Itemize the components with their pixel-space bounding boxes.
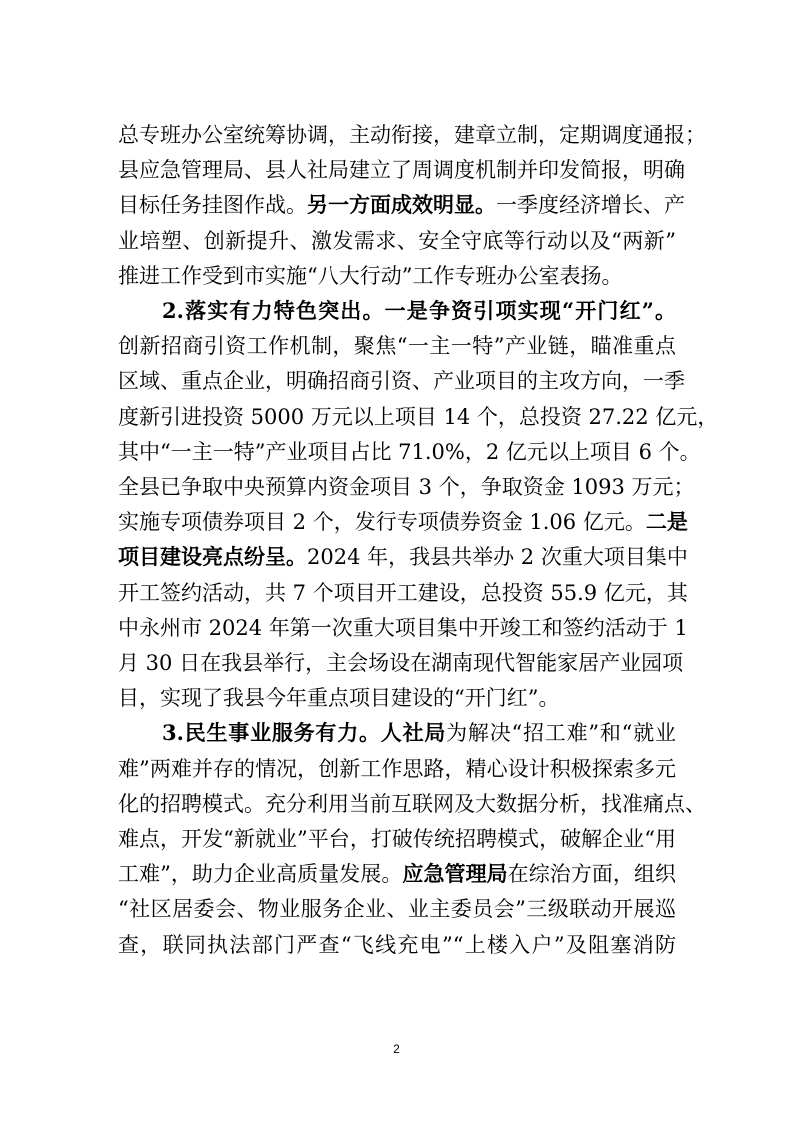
text-run: 实施专项债券项目 2 个，发行专项债券资金 1.06 亿元。 (118, 510, 646, 534)
text-line (118, 190, 685, 220)
text-line (118, 261, 676, 291)
text-run: 2024 年，我县共举办 2 次重大项目集中 (307, 545, 688, 569)
text-line (118, 507, 688, 537)
bold-text: 应急管理局 (402, 861, 508, 886)
text-run: 难”两难并存的情况，创新工作思路，精心设计积极探索多元 (118, 757, 676, 781)
text-run: 月 30 日在我县举行，主会场设在湖南现代智能家居产业园项 (118, 651, 684, 675)
text-line (118, 578, 688, 608)
text-line (118, 437, 701, 467)
text-run: 查，联同执法部门严查“飞线充电”“上楼入户”及阻塞消防 (118, 933, 676, 957)
bold-text: 另一方面成效明显。 (307, 192, 496, 217)
text-run: 目，实现了我县今年重点项目建设的“开门红”。 (118, 686, 560, 710)
text-line (118, 930, 676, 960)
text-line (118, 859, 676, 889)
text-line (118, 472, 695, 502)
text-line (118, 894, 676, 924)
text-run: 中永州市 2024 年第一次重大项目集中开竣工和签约活动于 1 (118, 616, 688, 640)
text-line (118, 331, 676, 361)
bold-text: 二是 (645, 509, 688, 534)
text-run: 难点，开发“新就业”平台，打破传统招聘模式，破解企业“用 (118, 827, 676, 851)
text-line (118, 402, 719, 432)
bold-text: 2.落实有力特色突出。一是争资引项实现“开门红”。 (162, 298, 676, 323)
text-line (118, 226, 676, 256)
text-line (162, 718, 676, 748)
page-number: 2 (393, 1042, 400, 1056)
text-run: 创新招商引资工作机制，聚焦“一主一特”产业链，瞄准重点 (118, 334, 676, 358)
text-line (118, 366, 685, 396)
text-run: 在综治方面，组织 (507, 862, 677, 886)
text-run: 推进工作受到市实施“八大行动”工作专班办公室表扬。 (118, 264, 623, 288)
text-line (118, 613, 688, 643)
text-run: 其中“一主一特”产业项目占比 71.0%，2 亿元以上项目 6 个。 (118, 440, 701, 464)
text-run: 一季度经济增长、产 (496, 193, 685, 217)
text-line (118, 542, 688, 572)
text-line (118, 824, 676, 854)
text-run: “社区居委会、物业服务企业、业主委员会”三级联动开展巡 (118, 897, 676, 921)
text-run: 县应急管理局、县人社局建立了周调度机制并印发简报，明确 (118, 158, 685, 182)
text-line (118, 648, 684, 678)
text-line (118, 683, 676, 713)
bold-text: 项目建设亮点纷呈。 (118, 544, 307, 569)
text-line (118, 120, 706, 150)
bold-text: 3.民生事业服务有力。人社局 (162, 720, 447, 745)
text-run: 业培塑、创新提升、激发需求、安全守底等行动以及“两新” (118, 229, 676, 253)
text-line (118, 754, 676, 784)
text-run: 区域、重点企业，明确招商引资、产业项目的主攻方向，一季 (118, 369, 685, 393)
text-line (118, 155, 685, 185)
text-run: 工难”，助力企业高质量发展。 (118, 862, 403, 886)
text-run: 目标任务挂图作战。 (118, 193, 307, 217)
text-run: 为解决“招工难”和“就业 (446, 721, 676, 745)
text-run: 开工签约活动，共 7 个项目开工建设，总投资 55.9 亿元，其 (118, 581, 688, 605)
text-run: 度新引进投资 5000 万元以上项目 14 个，总投资 27.22 亿元， (118, 405, 719, 429)
text-run: 全县已争取中央预算内资金项目 3 个，争取资金 1093 万元； (118, 475, 695, 499)
text-run: 化的招聘模式。充分利用当前互联网及大数据分析，找准痛点、 (118, 792, 706, 816)
text-line (118, 789, 706, 819)
text-line (162, 296, 676, 326)
text-run: 总专班办公室统筹协调，主动衔接，建章立制，定期调度通报； (118, 123, 706, 147)
